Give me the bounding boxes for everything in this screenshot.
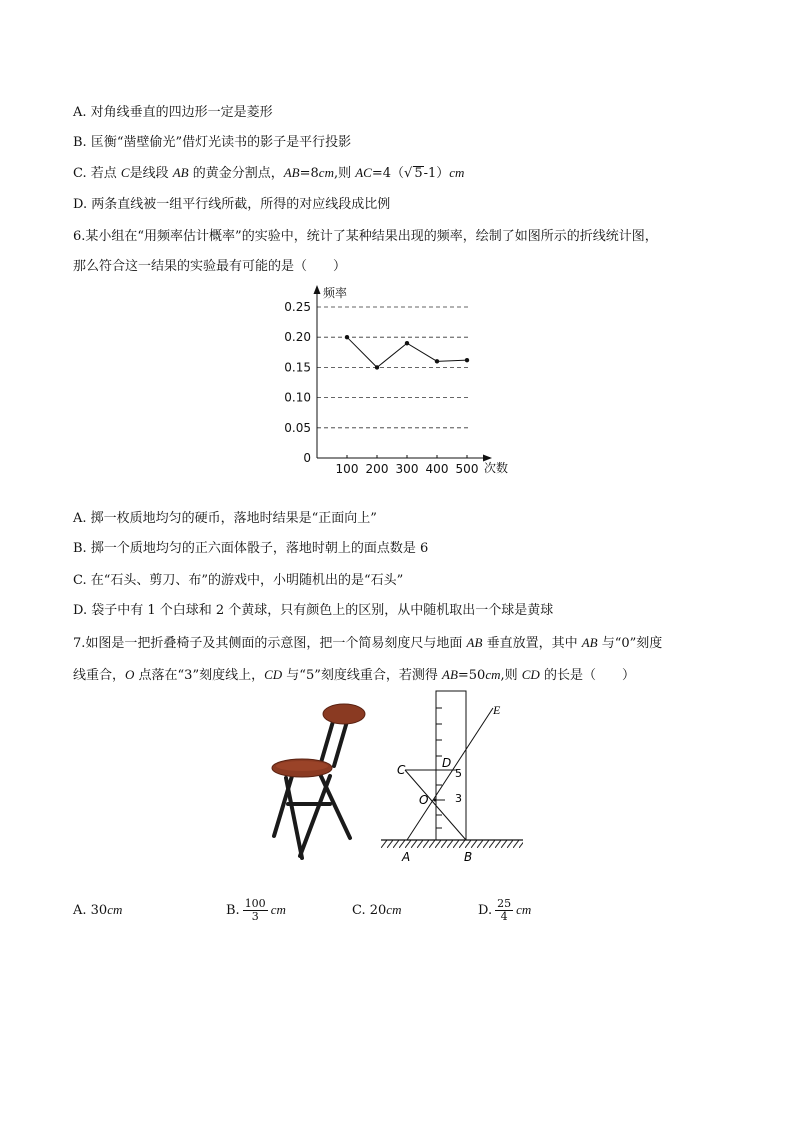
q7-text: 线重合， [73,668,126,683]
fraction-numerator: 25 [497,897,512,910]
y-tick-label: 0.10 [284,390,311,405]
label-three: 3 [455,792,462,805]
q7c-unit: cm [386,902,402,917]
q7-text: 与“5”刻度线重合，若测得 [282,668,442,683]
x-tick-label: 500 [455,462,479,476]
q7-var-cd: CD [264,667,283,682]
q5-option-b: B. 匡衡“凿壁偷光”借灯光读书的影子是平行投影 [73,135,352,150]
label-o: O [419,793,429,807]
q7-text: 点落在“3”刻度线上， [134,668,265,683]
q7c-text: C. 20 [352,903,387,918]
y-axis-label: 频率 [323,286,348,300]
x-tick-label: 100 [335,462,359,476]
q7d-unit: cm [516,902,532,917]
q5-option-c [73,164,464,183]
y-tick-label: 0.15 [284,360,311,375]
ground-hatching [381,840,523,848]
label-d: D [442,756,452,770]
q5-option-d: D. 两条直线被一组平行线所截，所得的对应线段成比例 [73,197,391,212]
q7-stem-line2 [73,666,635,685]
ruler-geometry-diagram [375,688,530,868]
chart-axes [314,285,493,462]
q7b-text: B. [226,903,240,918]
q6-stem-line2: 那么符合这一结果的实验最有可能的是（ ） [73,259,347,274]
q7b-unit: cm [270,902,286,917]
q7-text: 的长是（ ） [539,668,635,683]
sqrt-radicand: 5 [414,166,423,181]
data-point [345,335,349,339]
q7-text: 与“0”刻度 [597,636,663,651]
label-five: 5 [455,767,462,780]
q6-stem-line1: 6.某小组在“用频率估计概率”的实验中，统计了某种结果出现的频率，绘制了如图所示的折线统计图， [73,229,658,244]
q7-text: 垂直放置，其中 [482,636,582,651]
frequency-line-chart [270,280,530,480]
q7-text: =50 [457,668,486,683]
data-point [435,359,439,363]
y-tick-label: 0.25 [284,300,311,314]
q7-option-b [226,898,286,923]
q7-option-c [352,898,401,923]
chart-series [345,335,469,370]
folding-chair-illustration [262,696,374,866]
fraction-denominator: 4 [500,910,508,923]
q5c-text: -1） [423,166,450,181]
q5c-var-ab: AB [283,165,300,180]
q5c-text: 是线段 [129,166,173,181]
y-tick-label: 0.20 [284,330,311,345]
q7-var-ab: AB [442,667,458,682]
q5c-text: C. 若点 [73,166,121,181]
chart-grid [317,307,469,428]
q5c-text: =8 [299,166,319,181]
fraction-denominator: 3 [251,910,259,923]
q5c-text: ,则 [333,166,356,181]
data-point [465,358,469,362]
q5c-text: 的黄金分割点， [188,166,284,181]
chair-frame [274,718,350,858]
label-e: E [493,703,501,717]
q7-option-d [478,898,531,923]
q7-var-ab: AB [466,635,483,650]
y-tick-label: 0.05 [284,420,311,435]
q5c-text: =4（ [371,166,405,181]
q7a-unit: cm [107,902,123,917]
fraction-numerator: 100 [244,897,266,910]
x-tick-label: 300 [395,462,419,476]
data-point [405,341,409,345]
q5c-unit: cm [449,165,465,180]
x-tick-label: 200 [365,462,389,476]
point-o [434,799,437,802]
q6-option-b: B. 掷一个质地均匀的正六面体骰子，落地时朝上的面点数是 6 [73,541,429,556]
q7d-text: D. [478,903,493,918]
q7-var-cd: CD [521,667,540,682]
q7-var-ab: AB [581,635,598,650]
sqrt-sign: √ [404,166,413,181]
y-axis-arrow [314,285,321,294]
chair-legs-lines [405,708,493,840]
q7-unit: cm [485,667,501,682]
y-tick-label: 0 [303,451,311,465]
chair-backrest [323,704,365,724]
q7-text: ,则 [500,668,522,683]
label-c: C [397,763,406,777]
label-b: B [464,850,473,864]
q5c-var-ab: AB [172,165,189,180]
q5c-var-ac: AC [355,165,372,180]
q6-option-a: A. 掷一枚质地均匀的硬币，落地时结果是“正面向上” [73,511,377,526]
q5c-unit: cm [318,165,334,180]
q7b-fraction [243,898,268,923]
x-tick-label: 400 [425,462,449,476]
data-point [375,365,379,369]
q7-option-a [73,898,122,923]
q7-stem-line1 [73,634,662,653]
q5c-var-c: C [120,165,130,180]
q7-text: 7.如图是一把折叠椅子及其侧面的示意图，把一个简易刻度尺与地面 [73,636,467,651]
q7-var-o: O [125,667,135,682]
label-a: A [402,850,411,864]
q7a-text: A. 30 [73,903,108,918]
q6-option-d: D. 袋子中有 1 个白球和 2 个黄球，只有颜色上的区别，从中随机取出一个球是黄球 [73,603,554,618]
q7d-fraction [495,898,513,923]
x-axis-label: 次数 [484,461,509,475]
q5-option-a: A. 对角线垂直的四边形一定是菱形 [73,105,273,120]
q6-option-c: C. 在“石头、剪刀、布”的游戏中，小明随机出的是“石头” [73,573,404,588]
